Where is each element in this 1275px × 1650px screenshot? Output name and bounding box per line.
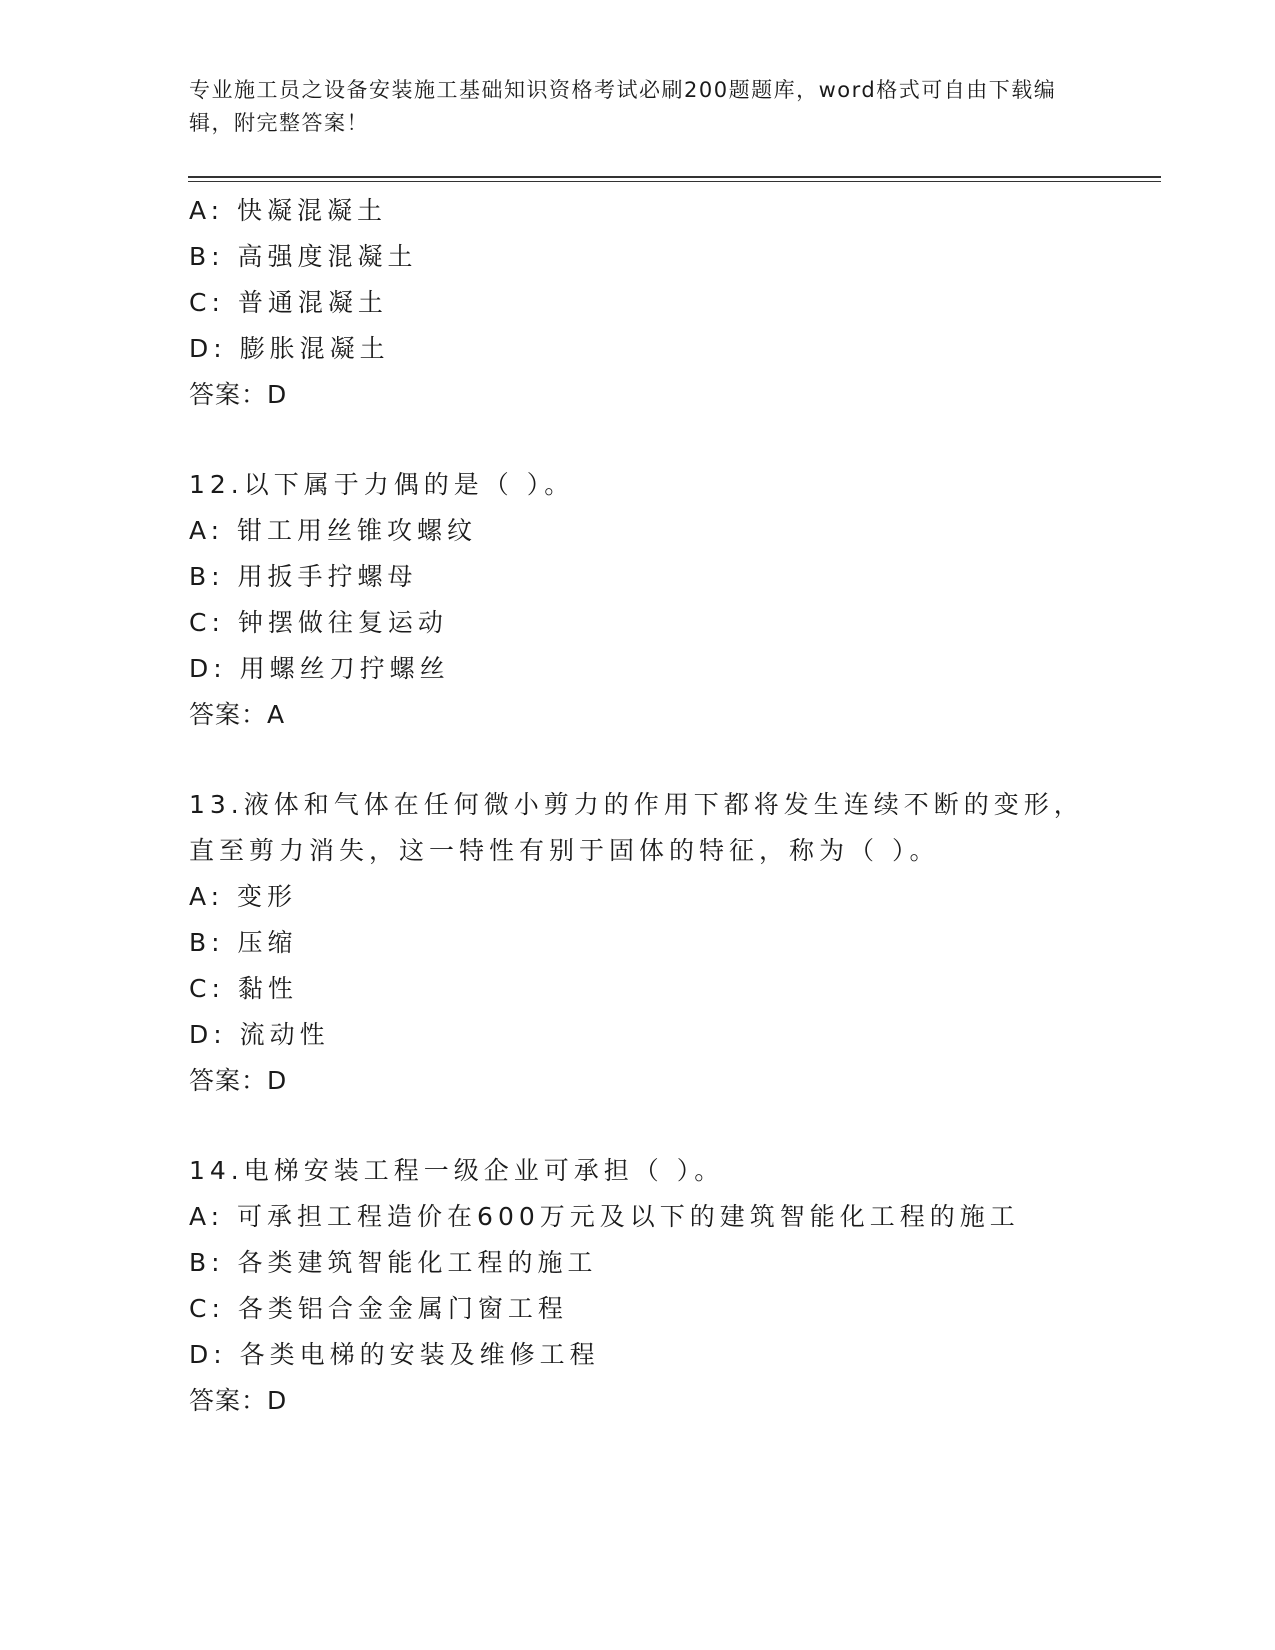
option-b: B: 用扳手拧螺母 xyxy=(189,562,418,591)
answer: 答案：A xyxy=(189,700,286,729)
question-11 xyxy=(189,188,1089,418)
option-a: A: 快凝混凝土 xyxy=(189,196,388,225)
option-a: A: 可承担工程造价在600万元及以下的建筑智能化工程的施工 xyxy=(189,1202,1020,1231)
option-c: C: 钟摆做往复运动 xyxy=(189,608,448,637)
header-divider xyxy=(188,176,1161,182)
question-list xyxy=(189,188,1089,1424)
option-b: B: 各类建筑智能化工程的施工 xyxy=(189,1248,598,1277)
question-text: 12.以下属于力偶的是（ ）。 xyxy=(189,470,575,499)
answer: 答案：D xyxy=(189,1066,288,1095)
option-d: D: 各类电梯的安装及维修工程 xyxy=(189,1340,600,1369)
question-text: 14.电梯安装工程一级企业可承担（ ）。 xyxy=(189,1156,725,1185)
option-d: D: 流动性 xyxy=(189,1020,330,1049)
option-d: D: 用螺丝刀拧螺丝 xyxy=(189,654,450,683)
question-13 xyxy=(189,782,1089,1104)
option-c: C: 黏性 xyxy=(189,974,298,1003)
option-c: C: 各类铝合金金属门窗工程 xyxy=(189,1294,568,1323)
answer: 答案：D xyxy=(189,1386,288,1415)
question-12 xyxy=(189,462,1089,738)
option-d: D: 膨胀混凝土 xyxy=(189,334,390,363)
answer: 答案：D xyxy=(189,380,288,409)
question-14 xyxy=(189,1148,1089,1424)
option-c: C: 普通混凝土 xyxy=(189,288,388,317)
option-a: A: 变形 xyxy=(189,882,298,911)
option-b: B: 压缩 xyxy=(189,928,298,957)
document-header: 专业施工员之设备安装施工基础知识资格考试必刷200题题库，word格式可自由下载编辑，附完整答案！ xyxy=(189,78,1057,135)
option-b: B: 高强度混凝土 xyxy=(189,242,418,271)
option-a: A: 钳工用丝锥攻螺纹 xyxy=(189,516,478,545)
question-text: 13.液体和气体在任何微小剪力的作用下都将发生连续不断的变形，直至剪力消失，这一特性有别于固体的特征，称为（ ）。 xyxy=(189,790,1084,865)
